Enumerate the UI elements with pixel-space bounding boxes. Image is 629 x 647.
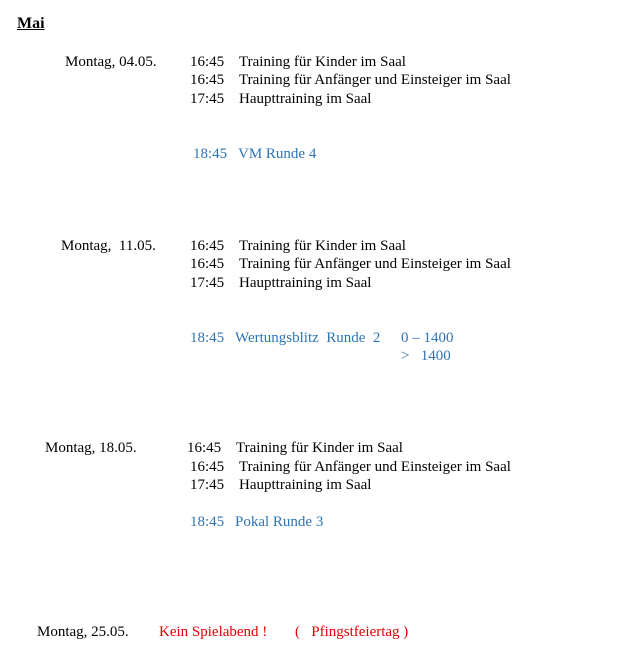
event-label: Pokal Runde 3 <box>235 514 324 530</box>
training-time: 16:45 <box>190 238 225 254</box>
training-time: 16:45 <box>190 72 225 88</box>
training-label: Training für Kinder im Saal <box>239 238 406 254</box>
training-time: 16:45 <box>187 440 222 456</box>
event-range-high: > 1400 <box>401 348 451 364</box>
event-range-low: 0 – 1400 <box>401 330 454 346</box>
training-time: 17:45 <box>190 91 225 107</box>
training-time: 17:45 <box>190 477 225 493</box>
notice-text: Kein Spielabend ! <box>159 624 268 640</box>
month-heading: Mai <box>17 15 45 32</box>
training-label: Haupttraining im Saal <box>239 275 372 291</box>
day-date: Montag, 18.05. <box>45 440 137 456</box>
training-time: 16:45 <box>190 256 225 272</box>
day-date: Montag, 04.05. <box>65 54 157 70</box>
training-label: Training für Anfänger und Einsteiger im Saal <box>239 72 511 88</box>
training-label: Training für Anfänger und Einsteiger im Saal <box>239 459 511 475</box>
day-date: Montag, 25.05. <box>37 624 129 640</box>
training-label: Haupttraining im Saal <box>239 477 372 493</box>
training-label: Training für Kinder im Saal <box>236 440 403 456</box>
training-label: Training für Kinder im Saal <box>239 54 406 70</box>
training-label: Training für Anfänger und Einsteiger im Saal <box>239 256 511 272</box>
holiday-text: ( Pfingstfeiertag ) <box>295 624 409 640</box>
training-time: 16:45 <box>190 459 225 475</box>
event-time: 18:45 <box>190 514 225 530</box>
event-time: 18:45 <box>190 330 225 346</box>
training-label: Haupttraining im Saal <box>239 91 372 107</box>
event-time: 18:45 <box>193 146 228 162</box>
day-date: Montag, 11.05. <box>61 238 156 254</box>
event-label: VM Runde 4 <box>238 146 317 162</box>
training-time: 16:45 <box>190 54 225 70</box>
training-time: 17:45 <box>190 275 225 291</box>
event-label: Wertungsblitz Runde 2 <box>235 330 381 346</box>
